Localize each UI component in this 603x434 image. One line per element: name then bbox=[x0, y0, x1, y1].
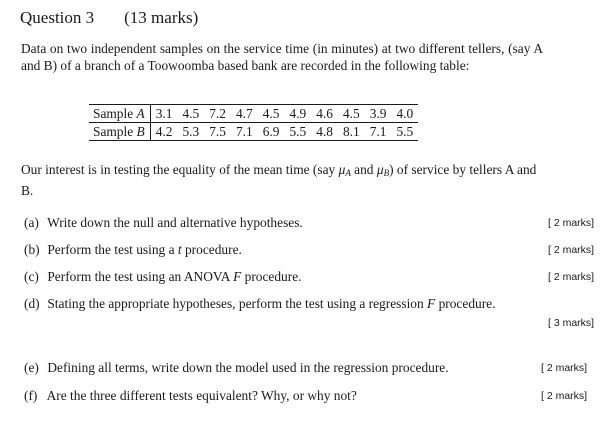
table-cell: 4.5 bbox=[258, 105, 285, 123]
table-cell: 5.3 bbox=[182, 124, 200, 139]
table-cell: 7.2 bbox=[204, 105, 231, 123]
row-label: Sample A bbox=[89, 105, 150, 123]
table-cell: 4.6 bbox=[311, 105, 338, 123]
table-cell: 4.9 bbox=[284, 105, 311, 123]
table-cell: 4.7 bbox=[231, 105, 258, 123]
part-b: (b) Perform the test using a t procedure. bbox=[24, 242, 242, 257]
question-title: Question 3 bbox=[20, 8, 95, 27]
table-cell: 4.0 bbox=[391, 105, 418, 123]
table-cell: 8.1 bbox=[342, 124, 360, 139]
part-f-marks: [ 2 marks] bbox=[541, 390, 588, 402]
question-heading bbox=[20, 8, 198, 28]
table-cell: 5.5 bbox=[289, 124, 307, 139]
table-cell: 4.8 bbox=[316, 124, 333, 139]
part-d: (d) Stating the appropriate hypotheses, perform the test using a regression F procedure. bbox=[24, 296, 496, 311]
table-cell: 5.5 bbox=[396, 124, 414, 139]
intro-paragraph: Data on two independent samples on the service time (in minutes) at two different tellers, (say A and B) of a branch of a Toowoomba based bank are recorded in the following table: bbox=[21, 41, 543, 73]
part-e-marks: [ 2 marks] bbox=[541, 362, 588, 374]
table-row-sample-a bbox=[89, 105, 418, 123]
part-a: (a) Write down the null and alternative hypotheses. bbox=[24, 215, 303, 230]
part-e: (e) Defining all terms, write down the model used in the regression procedure. bbox=[24, 360, 449, 375]
table-cell: 3.9 bbox=[365, 105, 392, 123]
part-c-marks: [ 2 marks] bbox=[548, 271, 595, 283]
table-cell: 4.2 bbox=[155, 124, 173, 139]
data-table bbox=[89, 104, 418, 141]
table-row-sample-b bbox=[89, 123, 418, 141]
table-cell: 4.5 bbox=[177, 105, 204, 123]
table-cell: 3.1 bbox=[150, 105, 177, 123]
table-cell: 6.9 bbox=[262, 124, 280, 139]
table-cell: 7.1 bbox=[369, 124, 387, 139]
part-c: (c) Perform the test using an ANOVA F procedure. bbox=[24, 269, 302, 284]
question-marks: (13 marks) bbox=[124, 8, 199, 27]
table-cell: 4.5 bbox=[338, 105, 365, 123]
table-cell: 7.1 bbox=[235, 124, 253, 139]
interest-paragraph: Our interest is in testing the equality of the mean time (say $\mu_A$ and $\mu_B$) of service by tellers A and B. bbox=[21, 162, 537, 198]
part-f: (f) Are the three different tests equivalent? Why, or why not? bbox=[24, 388, 357, 403]
row-label: Sample B bbox=[89, 123, 150, 141]
part-a-marks: [ 2 marks] bbox=[548, 217, 595, 229]
part-b-marks: [ 2 marks] bbox=[548, 244, 595, 256]
table-cell: 7.5 bbox=[209, 124, 226, 139]
part-d-marks: [ 3 marks] bbox=[548, 317, 595, 329]
